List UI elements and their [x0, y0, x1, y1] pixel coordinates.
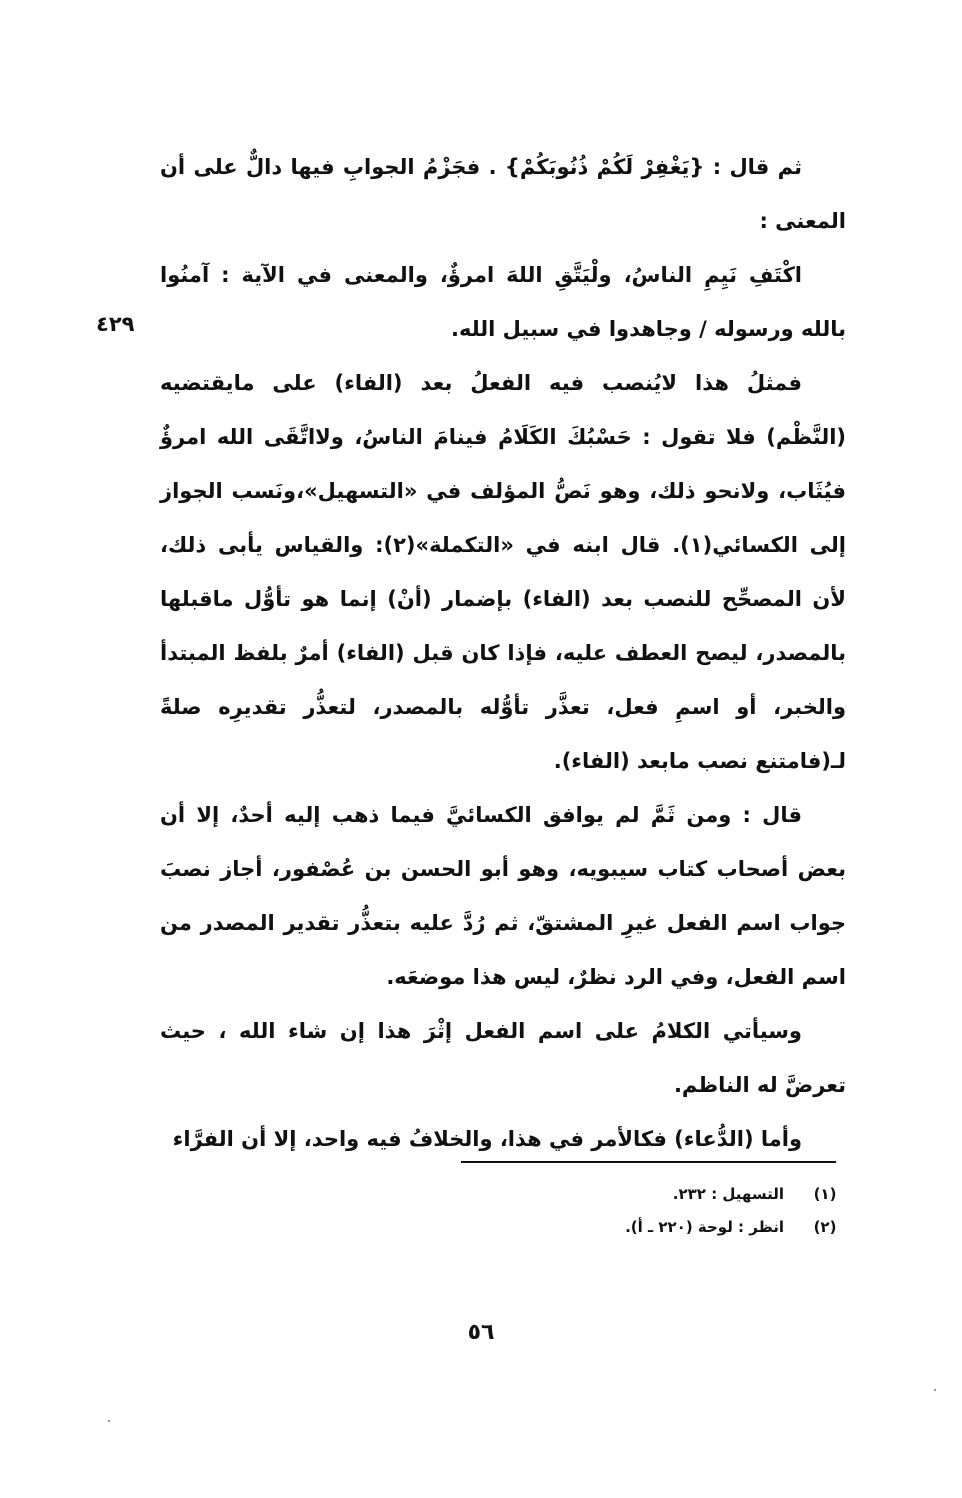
scan-speck	[934, 1389, 936, 1391]
footnote-2-number: (٢)	[813, 1218, 837, 1236]
footnote-2-text: انظر : لوحة (٢٢٠ ـ أ).	[625, 1218, 784, 1236]
scan-speck	[108, 1420, 110, 1422]
margin-page-reference: ٤٢٩	[96, 312, 135, 336]
page-number: ٥٦	[467, 1320, 495, 1345]
footnote-1-number: (١)	[813, 1185, 837, 1203]
paragraph-1: ثم قال : {يَغْفِرْ لَكُمْ ذُنُوبَكُمْ} . فجَزْمُ الجوابِ فيها دالٌّ على أن المعنى :	[160, 155, 846, 233]
footnote-1	[480, 1178, 840, 1211]
paragraph-6: وأما (الدُّعاء) فكالأمر في هذا، والخلافُ فيه واحد، إلا أن الفرَّاء	[172, 1127, 802, 1151]
paragraph-2: اكْتَفِ نَيِمِ الناسُ، ولْيَتَّقِ اللهَ امرؤٌ، والمعنى في الآية : آمنُوا بالله ورسوله / وجاهدوا في سبيل الله.	[160, 263, 846, 341]
paragraph-3: فمثلُ هذا لايُنصب فيه الفعلُ بعد (الفاء) على مايقتضيه (النَّظْم) فلا تقول : حَسْبُكَ الكَلَامُ فينامَ الناسُ، ولااتَّقَى الله امرؤٌ فيُثَاب، ولانحو ذلك، وهو نَصُّ المؤلف في «التسهيل»،ونَسب الجواز إلى الكسائي(١). قال ابنه في «التكملة»(٢): والقياس يأبى ذلك، لأن المصحِّح للنصب بعد (الفاء) بإضمار (أنْ) إنما هو تأوُّل ماقبلها بالمصدر، ليصح العطف عليه، فإذا كان قبل (الفاء) أمرٌ بلفظ المبتدأ والخبر، أو اسمِ فعل، تعذَّر تأوُّله بالمصدر، لتعذُّر تقديرِه صلةً لـ(فامتنع نصب مابعد (الفاء).	[160, 371, 846, 773]
paragraph-5: وسيأتي الكلامُ على اسم الفعل إثْرَ هذا إن شاء الله ، حيث تعرضَّ له الناظم.	[160, 1019, 846, 1097]
footnote-2	[480, 1211, 840, 1244]
paragraph-4: قال : ومن ثَمَّ لم يوافق الكسائيَّ فيما ذهب إليه أحدٌ، إلا أن بعض أصحاب كتاب سيبويه، وهو أبو الحسن بن عُصْفور، أجاز نصبَ جواب اسم الفعل غيرِ المشتقّ، ثم رُدَّ عليه بتعذُّر تقدير المصدر من اسم الفعل، وفي الرد نظرٌ، ليس هذا موضعَه.	[160, 803, 846, 989]
footnote-divider	[461, 1161, 836, 1163]
footnote-1-text: التسهيل : ٢٣٢.	[672, 1185, 784, 1203]
footnotes	[480, 1178, 840, 1244]
main-text-block	[160, 140, 846, 1166]
